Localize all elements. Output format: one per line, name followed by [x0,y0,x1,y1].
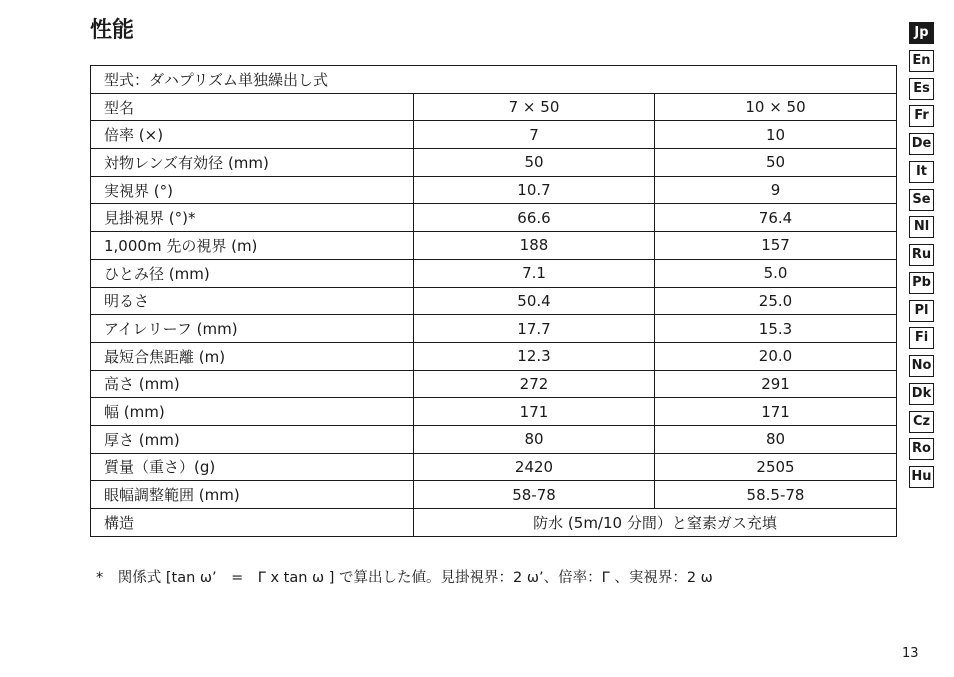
row-value-structure: 防水 (5m/10 分間）と窒素ガス充填 [414,509,897,537]
lang-tab-en[interactable]: En [909,50,934,72]
lang-tab-ru[interactable]: Ru [909,244,934,266]
table-row [91,425,897,453]
lang-tab-hu[interactable]: Hu [909,466,934,488]
row-label: 型名 [91,93,414,121]
page-title: 性能 [90,18,135,43]
table-row [91,315,897,343]
row-label: 幅 (mm) [91,398,414,426]
row-label: ひとみ径 (mm) [91,259,414,287]
row-label: 最短合焦距離 (m) [91,342,414,370]
lang-tab-dk[interactable]: Dk [909,383,934,405]
table-header-row [91,66,897,94]
row-label: 倍率 (×) [91,121,414,149]
row-value-7x50: 50.4 [414,287,655,315]
table-row [91,93,897,121]
row-value-10x50: 10 [655,121,897,149]
row-value-10x50: 5.0 [655,259,897,287]
table-row [91,453,897,481]
table-row [91,232,897,260]
row-value-10x50: 76.4 [655,204,897,232]
lang-tab-de[interactable]: De [909,133,934,155]
row-value-7x50: 7.1 [414,259,655,287]
row-value-10x50: 80 [655,425,897,453]
row-value-7x50: 7 × 50 [414,93,655,121]
table-row [91,398,897,426]
lang-tab-se[interactable]: Se [909,189,934,211]
lang-tab-pl[interactable]: Pl [909,300,934,322]
row-value-7x50: 10.7 [414,176,655,204]
row-value-10x50: 171 [655,398,897,426]
row-label: 高さ (mm) [91,370,414,398]
row-value-10x50: 9 [655,176,897,204]
table-row [91,287,897,315]
table-row [91,176,897,204]
row-value-10x50: 291 [655,370,897,398]
row-value-10x50: 50 [655,149,897,177]
row-value-7x50: 272 [414,370,655,398]
row-label: 構造 [91,509,414,537]
row-value-7x50: 17.7 [414,315,655,343]
table-row [91,149,897,177]
row-label: 明るさ [91,287,414,315]
lang-tab-fr[interactable]: Fr [909,105,934,127]
row-value-7x50: 12.3 [414,342,655,370]
row-label: 眼幅調整範囲 (mm) [91,481,414,509]
lang-tab-fi[interactable]: Fi [909,327,934,349]
row-label: 質量（重さ）(g) [91,453,414,481]
row-value-7x50: 80 [414,425,655,453]
row-value-10x50: 20.0 [655,342,897,370]
row-value-10x50: 25.0 [655,287,897,315]
lang-tab-jp[interactable]: Jp [909,22,934,44]
row-value-7x50: 58-78 [414,481,655,509]
row-value-7x50: 50 [414,149,655,177]
lang-tab-no[interactable]: No [909,355,934,377]
table-header: 型式：ダハプリズム単独繰出し式 [91,66,897,94]
row-value-7x50: 66.6 [414,204,655,232]
table-row [91,370,897,398]
row-label: アイレリーフ (mm) [91,315,414,343]
table-row [91,204,897,232]
table-row [91,259,897,287]
row-label: 1,000m 先の視界 (m) [91,232,414,260]
lang-tab-es[interactable]: Es [909,78,934,100]
lang-tab-pb[interactable]: Pb [909,272,934,294]
row-value-10x50: 2505 [655,453,897,481]
row-label: 実視界 (°) [91,176,414,204]
table-row [91,481,897,509]
row-value-10x50: 58.5-78 [655,481,897,509]
table-row [91,342,897,370]
row-value-10x50: 10 × 50 [655,93,897,121]
row-value-7x50: 7 [414,121,655,149]
row-value-7x50: 188 [414,232,655,260]
footnote: * 関係式 [tan ω’ = Γ x tan ω ] で算出した値。見掛視界：2 ω’、倍率：Γ 、実視界：2 ω [96,570,713,586]
spec-table [90,65,897,537]
table-row [91,121,897,149]
row-value-10x50: 15.3 [655,315,897,343]
row-value-7x50: 2420 [414,453,655,481]
table-row-structure [91,509,897,537]
page-number: 13 [902,646,919,661]
lang-tab-nl[interactable]: Nl [909,216,934,238]
lang-tab-it[interactable]: It [909,161,934,183]
row-label: 対物レンズ有効径 (mm) [91,149,414,177]
lang-tab-ro[interactable]: Ro [909,438,934,460]
row-value-7x50: 171 [414,398,655,426]
language-tabs [909,22,934,494]
row-value-10x50: 157 [655,232,897,260]
row-label: 厚さ (mm) [91,425,414,453]
row-label: 見掛視界 (°)* [91,204,414,232]
lang-tab-cz[interactable]: Cz [909,411,934,433]
